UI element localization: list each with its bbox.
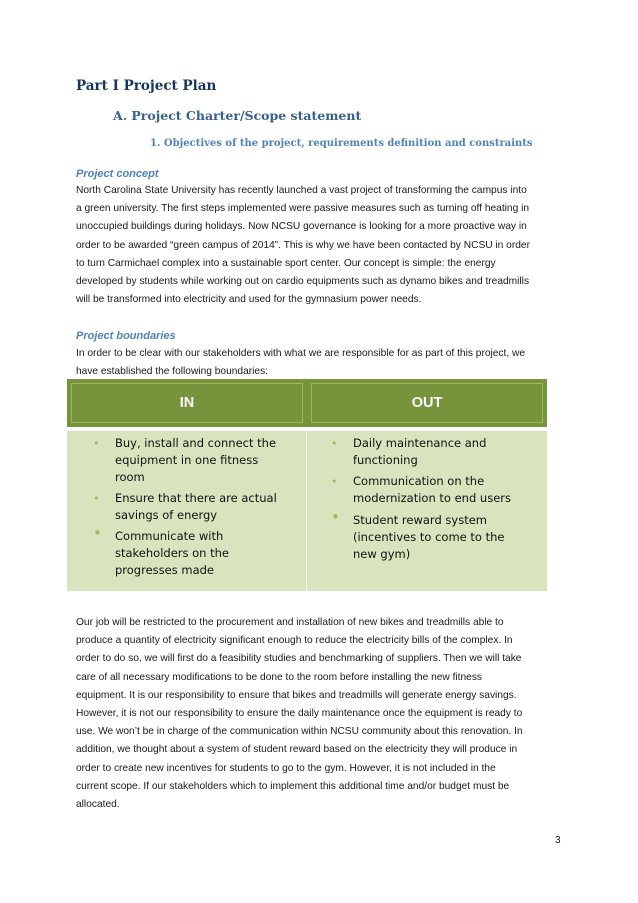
out-column xyxy=(307,431,547,591)
bullet-icon: • xyxy=(93,524,102,542)
in-header: IN xyxy=(71,383,303,423)
out-item-line: modernization to end users xyxy=(353,491,511,505)
scope-line: allocated. xyxy=(76,799,120,811)
out-item xyxy=(331,508,505,563)
subsection-title: 1. Objectives of the project, requirements definition and constraints xyxy=(150,138,533,149)
boundaries-line: have established the following boundaries: xyxy=(76,366,268,378)
in-item xyxy=(93,435,277,486)
section-title: A. Project Charter/Scope statement xyxy=(113,108,362,123)
scope-line: equipment. It is our responsibility to ensure that bikes and treadmills will generate energy savings. xyxy=(76,689,517,701)
bullet-icon: • xyxy=(93,437,100,450)
out-item xyxy=(331,435,487,469)
bullet-icon: • xyxy=(331,508,340,526)
concept-line: a green university. The first steps implemented were passive measures such as turning off heating in xyxy=(76,203,530,215)
concept-line: North Carolina State University has recently launched a vast project of transforming the campus into xyxy=(76,185,527,196)
in-item-line: Buy, install and connect the xyxy=(115,436,277,450)
out-item-line: Daily maintenance and xyxy=(353,436,487,450)
out-item-line: new gym) xyxy=(353,547,411,561)
in-item-line: stakeholders on the xyxy=(115,546,229,560)
in-item xyxy=(93,524,229,579)
table-header-row xyxy=(67,379,547,427)
concept-paragraph xyxy=(76,182,566,309)
concept-line: unoccupied buildings during holidays. Now NCSU governance is looking for a more proactive way in xyxy=(76,221,527,233)
boundaries-line: In order to be clear with our stakeholders with what we are responsible for as part of this project, we xyxy=(76,348,526,359)
in-item-line: progresses made xyxy=(115,563,214,577)
concept-line: developed by students while working out on cardio equipments such as dynamo bikes and treadmills xyxy=(76,276,530,288)
table-body-row xyxy=(67,431,547,591)
scope-line: order to create new incentives for students to go to the gym. However, it is not included in the xyxy=(76,762,496,774)
part-title: Part I Project Plan xyxy=(76,78,217,94)
in-column xyxy=(67,431,307,591)
scope-paragraph xyxy=(76,614,566,814)
in-item-line: equipment in one fitness xyxy=(115,453,259,467)
concept-line: order to be awarded “green campus of 2014”. This is why we have been contacted by NCSU in order xyxy=(76,239,530,251)
scope-line: However, it is not our responsibility to ensure the daily maintenance once the equipment is ready to xyxy=(76,708,523,720)
scope-line: Our job will be restricted to the procurement and installation of new bikes and treadmills able to xyxy=(76,617,504,628)
scope-line: order to do so, we will first do a feasibility studies and benchmarking of suppliers. Then we will take xyxy=(76,653,522,665)
concept-line: to turn Carmichael complex into a sustainable sport center. Our concept is simple: the energy xyxy=(76,257,496,269)
boundaries-table xyxy=(67,379,547,591)
out-item-line: Communication on the xyxy=(353,474,485,488)
in-item-line: Ensure that there are actual xyxy=(115,491,277,505)
scope-line: addition, we thought about a system of student reward based on the electricity they will produce in xyxy=(76,744,518,756)
boundaries-paragraph xyxy=(76,345,566,381)
scope-line: produce a quantity of electricity significant enough to reduce the electricity bills of the complex. In xyxy=(76,635,513,647)
scope-line: current scope. If our stakeholders which to implement this additional time and/or budget must be xyxy=(76,780,510,792)
page-number: 3 xyxy=(555,835,561,846)
bullet-icon: • xyxy=(331,475,338,488)
scope-line: use. We won’t be in charge of the communication within NCSU community about this renovation. In xyxy=(76,726,523,738)
in-item-line: Communicate with xyxy=(115,529,224,543)
boundaries-heading: Project boundaries xyxy=(76,330,176,342)
out-item xyxy=(331,473,511,507)
out-item-line: (incentives to come to the xyxy=(353,530,505,544)
out-item-line: Student reward system xyxy=(353,513,487,527)
in-item-line: savings of energy xyxy=(115,508,218,522)
bullet-icon: • xyxy=(93,492,100,505)
out-item-line: functioning xyxy=(353,453,418,467)
in-item xyxy=(93,490,277,524)
concept-heading: Project concept xyxy=(76,168,159,180)
in-item-line: room xyxy=(115,470,145,484)
concept-line: will be transformed into electricity and used for the gymnasium power needs. xyxy=(76,294,422,306)
out-header: OUT xyxy=(311,383,543,423)
scope-line: care of all necessary modifications to be done to the room before installing the new fitness xyxy=(76,671,483,683)
bullet-icon: • xyxy=(331,437,338,450)
